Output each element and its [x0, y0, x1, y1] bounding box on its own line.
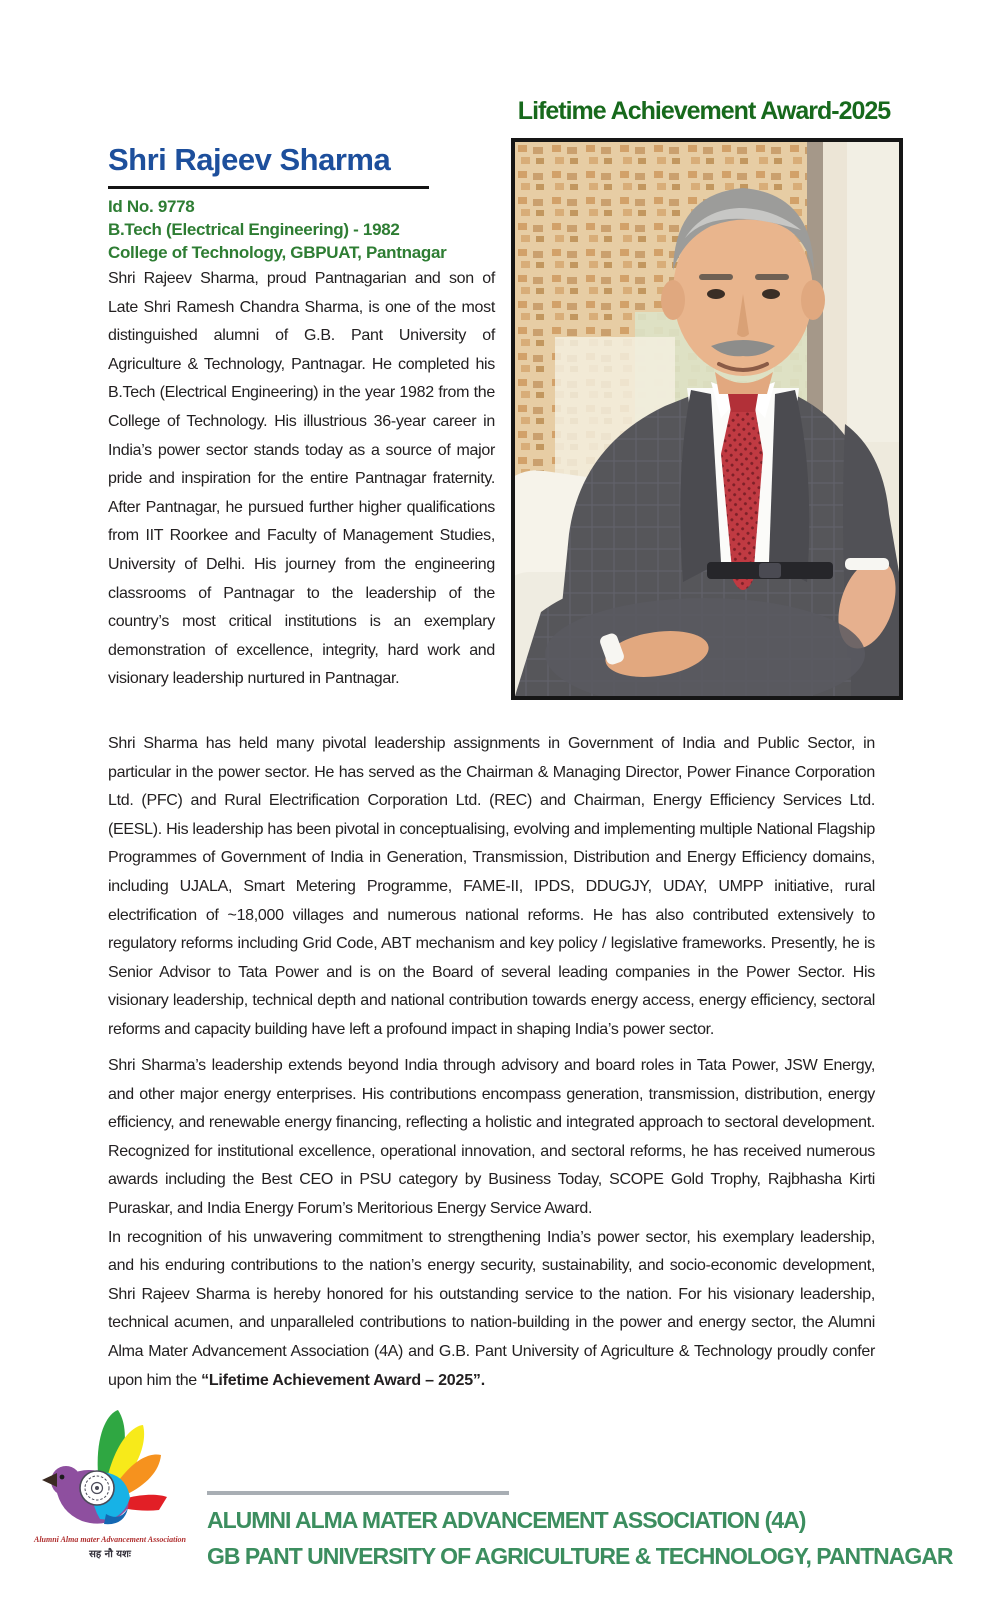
citation-block-2 — [108, 1052, 875, 1395]
recipient-credentials — [108, 195, 446, 264]
recipient-photo — [511, 138, 903, 700]
logo-caption: Alumni Alma mater Advancement Association — [33, 1535, 186, 1544]
footer-university-name: GB PANT UNIVERSITY OF AGRICULTURE & TECHNOLOGY, PANTNAGAR — [207, 1543, 953, 1569]
citation-paragraph-2: Shri Sharma has held many pivotal leadership assignments in Government of India and Public Sector, in particular in the power sector. He has served as the Chairman & Managing Director, Power Finance Corporation Ltd. (PFC) and Rural Electrification Corporation Ltd. (REC) and Chairman, Energy Efficiency Services Ltd. (EESL). His leadership has been pivotal in conceptualising, evolving and implementing multiple National Flagship Programmes of Government of India in Generation, Transmission, Distribution and Energy Efficiency domains, including UJALA, Smart Metering Programme, FAME-II, IPDS, DDUGJY, UDAY, UMPP initiative, rural electrification of ~18,000 villages and numerous national reforms. He has also contributed extensively to regulatory reforms including Grid Code, ABT mechanism and key policy / legislative frameworks. Presently, he is Senior Advisor to Tata Power and is on the Board of several leading companies in the Power Sector. His visionary leadership, technical depth and national contribution towards energy access, energy efficiency, sectoral reforms and capacity building have left a profound impact in shaping India’s power sector. — [108, 735, 875, 1038]
photo-scene — [515, 142, 899, 696]
citation-paragraph-1: Shri Rajeev Sharma, proud Pantnagarian and son of Late Shri Ramesh Chandra Sharma, is one of the most distinguished alumni of G.B. Pant University of Agriculture & Technology, Pantnagar. He completed his B.Tech (Electrical Engineering) in the year 1982 from the College of Technology. His illustrious 36-year career in India’s power sector stands today as a source of major pride and inspiration for the entire Pantnagar fraternity. After Pantnagar, he pursued further higher qualifications from IIT Roorkee and Faculty of Management Studies, University of Delhi. His journey from the engineering classrooms of Pantnagar to the leadership of the country’s most critical institutions is an exemplary demonstration of excellence, integrity, hard work and visionary leadership nurtured in Pantnagar. — [108, 270, 495, 688]
logo-bird-icon — [40, 1402, 180, 1528]
page-title: Lifetime Achievement Award-2025 — [517, 97, 891, 125]
recipient-id: Id No. 9778 — [108, 197, 195, 216]
footer-association-name: ALUMNI ALMA MATER ADVANCEMENT ASSOCIATION (4A) — [207, 1507, 806, 1533]
footer-divider — [207, 1491, 509, 1495]
award-name-bold: “Lifetime Achievement Award – 2025”. — [201, 1371, 485, 1389]
citation-paragraph-3: Shri Sharma’s leadership extends beyond India through advisory and board roles in Tata Power, JSW Energy, and other major energy enterprises. His contributions encompass generation, transmission, distribution, energy efficiency, and renewable energy financing, reflecting a holistic and integrated approach to sectoral development. Recognized for institutional excellence, operational innovation, and sectoral reforms, he has received numerous awards including the Best CEO in PSU category by Business Today, SCOPE Gold Trophy, Rajbhasha Kirti Puraskar, and India Energy Forum’s Meritorious Energy Service Award. — [108, 1057, 875, 1217]
name-underline — [108, 186, 429, 189]
logo-motto: सह नौ यशः — [89, 1549, 131, 1560]
recipient-degree: B.Tech (Electrical Engineering) - 1982 — [108, 220, 400, 239]
recipient-college: College of Technology, GBPUAT, Pantnagar — [108, 243, 447, 262]
citation-paragraph-4 — [108, 1224, 875, 1396]
citation-paragraph-4-text: In recognition of his unwavering commitment to strengthening India’s power sector, his exemplary leadership, and his enduring contributions to the nation’s energy security, sustainability, and socio-economic development, Shri Rajeev Sharma is hereby honored for his outstanding service to the nation. For his visionary leadership, technical acumen, and unparalleled contributions to nation-building in the power and energy sector, the Alumni Alma Mater Advancement Association (4A) and G.B. Pant University of Agriculture & Technology proudly confer upon him the — [108, 1228, 875, 1389]
recipient-name: Shri Rajeev Sharma — [108, 142, 391, 177]
association-logo — [30, 1402, 190, 1560]
